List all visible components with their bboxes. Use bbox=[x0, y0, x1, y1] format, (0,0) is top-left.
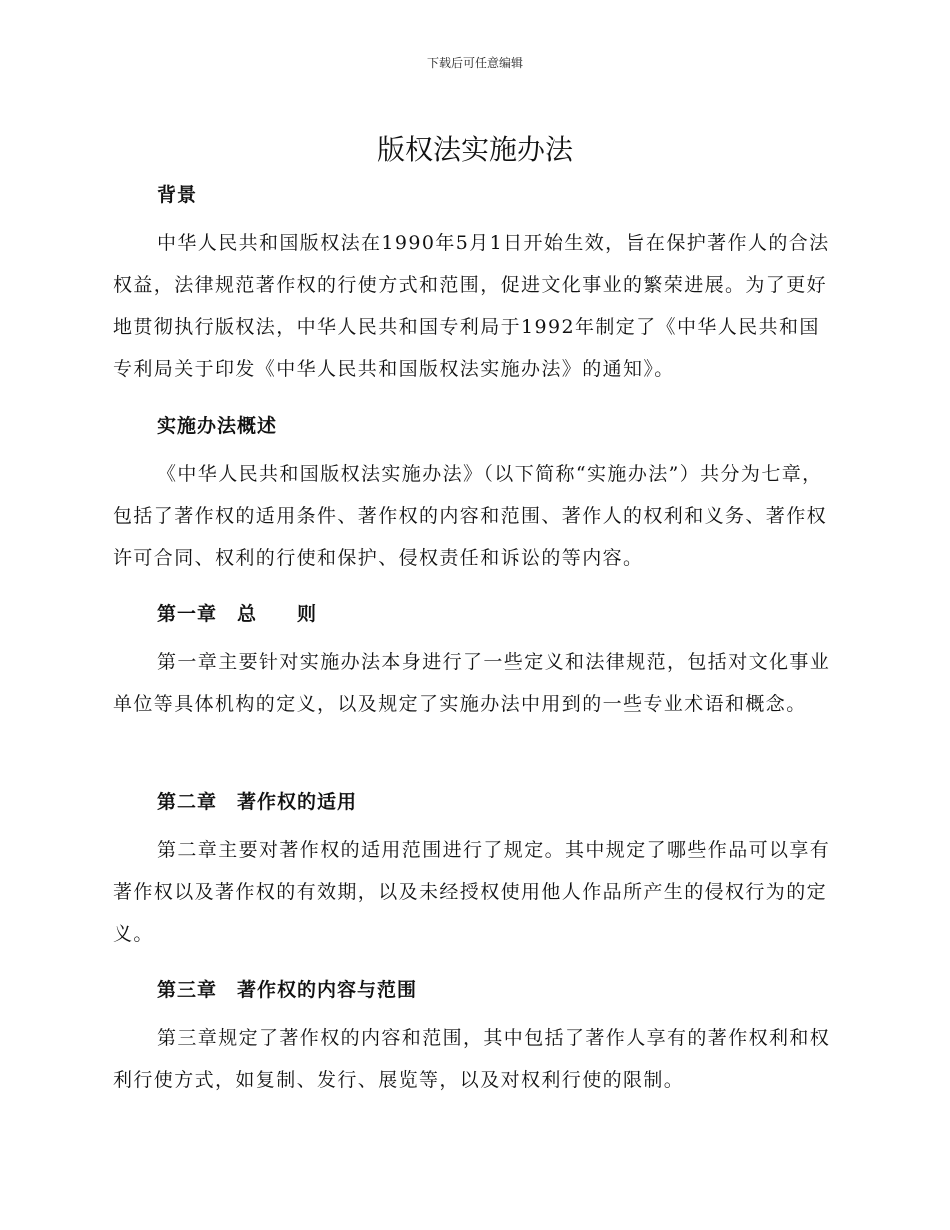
section-body-chapter-2: 第二章主要对著作权的适用范围进行了规定。其中规定了哪些作品可以享有著作权以及著作权的有效期，以及未经授权使用他人作品所产生的侵权行为的定义。 bbox=[113, 839, 831, 945]
section-body-overview: 《中华人民共和国版权法实施办法》（以下简称“实施办法”）共分为七章，包括了著作权的适用条件、著作权的内容和范围、著作人的权利和义务、著作权许可合同、权利的行使和保护、侵权责任和诉讼的等内容。 bbox=[113, 463, 828, 569]
section-body-background: 中华人民共和国版权法在1990年5月1日开始生效，旨在保护著作人的合法权益，法律规范著作权的行使方式和范围，促进文化事业的繁荣进展。为了更好地贯彻执行版权法，中华人民共和国专利局于1992年制定了《中华人民共和国专利局关于印发《中华人民共和国版权法实施办法》的通知》。 bbox=[113, 232, 830, 380]
section-heading-chapter-2: 第二章 著作权的适用 bbox=[157, 791, 358, 813]
section-heading-background: 背景 bbox=[157, 184, 198, 206]
document-title: 版权法实施办法 bbox=[376, 133, 573, 166]
header-note: 下载后可任意编辑 bbox=[426, 56, 523, 70]
section-body-chapter-3: 第三章规定了著作权的内容和范围，其中包括了著作人享有的著作权利和权利行使方式，如复制、发行、展览等，以及对权利行使的限制。 bbox=[113, 1027, 831, 1091]
section-heading-chapter-1: 第一章 总 则 bbox=[157, 603, 318, 625]
section-body-chapter-1: 第一章主要针对实施办法本身进行了一些定义和法律规范，包括对文化事业单位等具体机构的定义，以及规定了实施办法中用到的一些专业术语和概念。 bbox=[113, 651, 831, 715]
section-heading-chapter-3: 第三章 著作权的内容与范围 bbox=[157, 979, 418, 1001]
section-heading-overview: 实施办法概述 bbox=[157, 415, 278, 437]
